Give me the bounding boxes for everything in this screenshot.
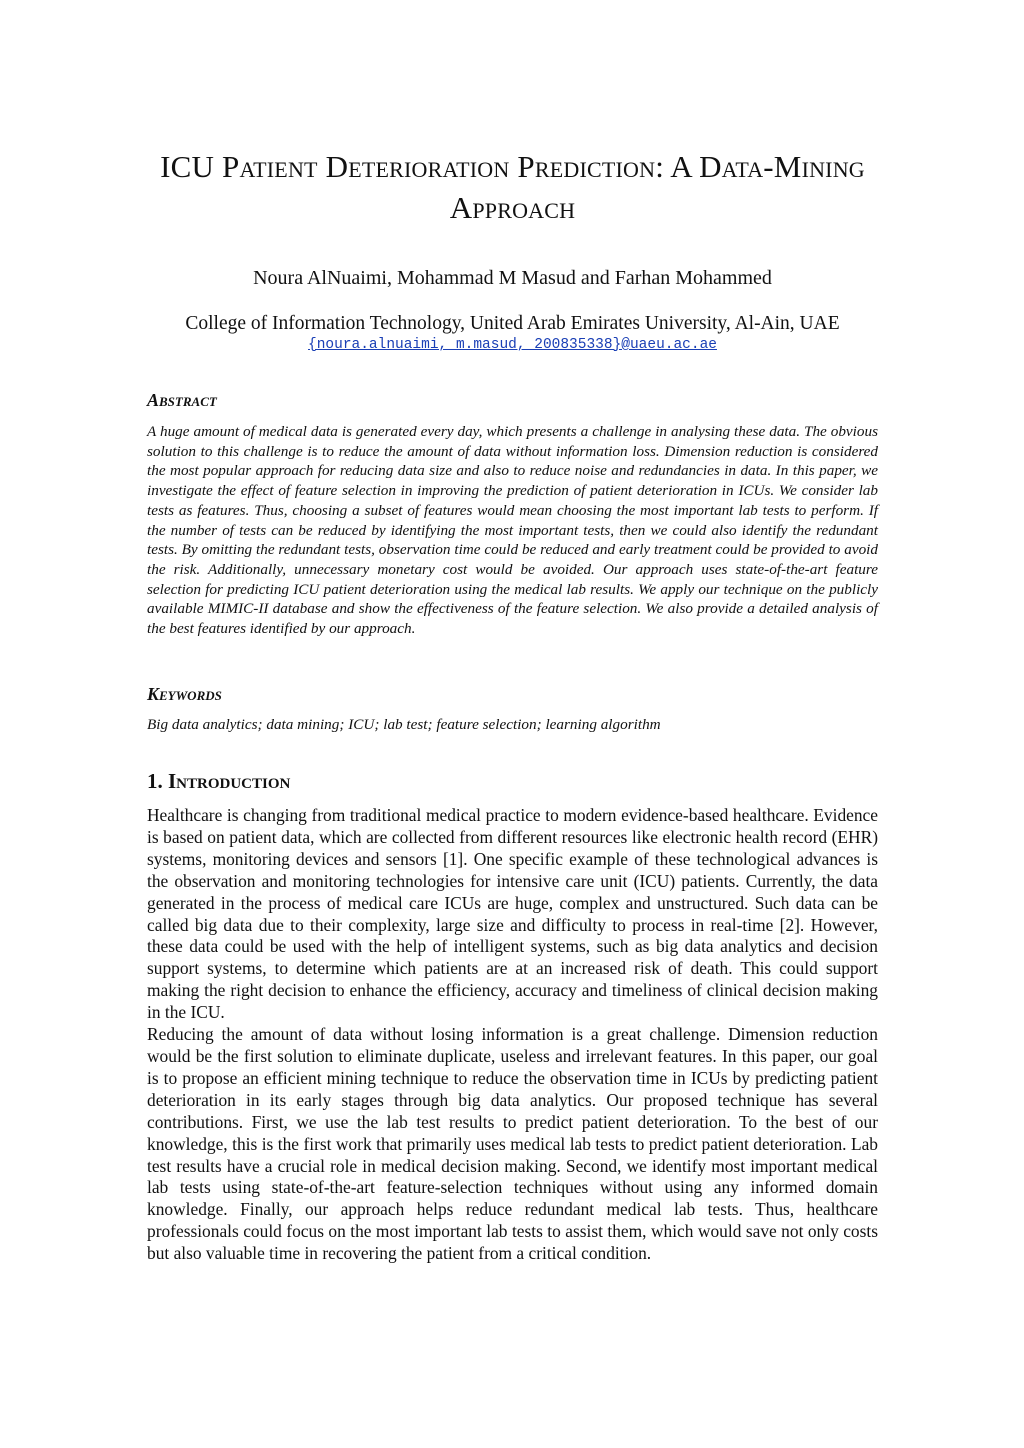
author-email-link[interactable]: {noura.alnuaimi, m.masud, 200835338}@uaeu.ac.ae <box>308 337 717 353</box>
introduction-heading: 1. Introduction <box>147 769 291 793</box>
author-list: Noura AlNuaimi, Mohammad M Masud and Farhan Mohammed <box>253 267 772 289</box>
keywords-text: Big data analytics; data mining; ICU; lab test; feature selection; learning algorithm <box>147 716 661 733</box>
introduction-paragraph-1: Healthcare is changing from traditional medical practice to modern evidence-based healthcare. Evidence is based on patient data, which are collected from different resources like electronic health record (EHR) systems, monitoring devices and sensors [1]. One specific example of these technological advances is the observation and monitoring technologies for intensive care unit (ICU) patients. Currently, the data generated in the process of medical care ICUs are huge, complex and unstructured. Such data can be called big data due to their complexity, large size and difficulty to process in real-time [2]. However, these data could be used with the help of intelligent systems, such as big data analytics and decision support systems, to determine which patients are at an increased risk of death. This could support making the right decision to enhance the efficiency, accuracy and timeliness of clinical decision making in the ICU. <box>147 805 878 1023</box>
keywords-heading: Keywords <box>147 684 222 704</box>
paper-title: ICU Patient Deterioration Prediction: A Data-Mining Approach <box>160 149 865 225</box>
abstract-text: A huge amount of medical data is generated every day, which presents a challenge in analysing these data. The obvious solution to this challenge is to reduce the amount of data without information loss. Dimension reduction is considered the most popular approach for reducing data size and also to reduce noise and redundancies in data. In this paper, we investigate the effect of feature selection in improving the prediction of patient deterioration in ICUs. We consider lab tests as features. Thus, choosing a subset of features would mean choosing the most important lab tests to perform. If the number of tests can be reduced by identifying the most important tests, then we could also identify the redundant tests. By omitting the redundant tests, observation time could be reduced and early treatment could be provided to avoid the risk. Additionally, unnecessary monetary cost would be avoided. Our approach uses state-of-the-art feature selection for predicting ICU patient deterioration using the medical lab results. We apply our technique on the publicly available MIMIC-II database and show the effectiveness of the feature selection. We also provide a detailed analysis of the best features identified by our approach. <box>147 423 878 638</box>
introduction-body <box>147 805 878 1265</box>
abstract-heading: Abstract <box>147 390 217 410</box>
introduction-paragraph-2: Reducing the amount of data without losing information is a great challenge. Dimension reduction would be the first solution to eliminate duplicate, useless and irrelevant features. In this paper, our goal is to propose an efficient mining technique to reduce the observation time in ICUs by predicting patient deterioration in its early stages through big data analytics. Our proposed technique has several contributions. First, we use the lab test results to predict patient deterioration. To the best of our knowledge, this is the first work that primarily uses medical lab tests to predict patient deterioration. Lab test results have a crucial role in medical decision making. Second, we identify most important medical lab tests using state-of-the-art feature-selection techniques without using any informed domain knowledge. Finally, our approach helps reduce redundant medical lab tests. Thus, healthcare professionals could focus on the most important lab tests to assist them, which would save not only costs but also valuable time in recovering the patient from a critical condition. <box>147 1024 878 1264</box>
affiliation: College of Information Technology, United Arab Emirates University, Al-Ain, UAE <box>185 313 840 334</box>
